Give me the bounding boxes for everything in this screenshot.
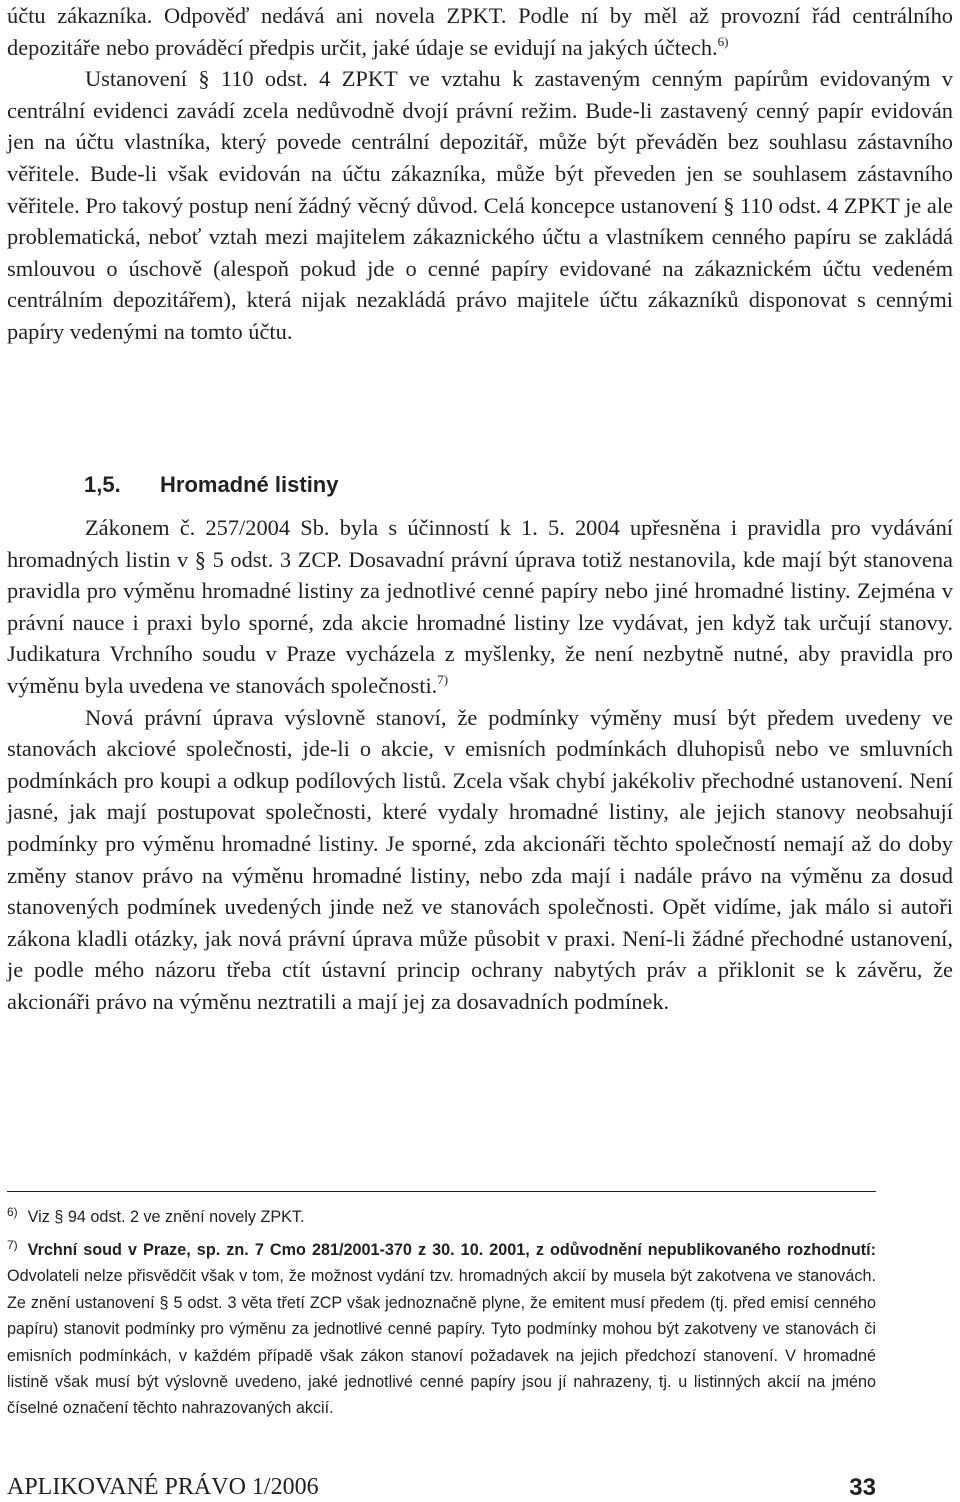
footnote-ref-6: 6): [717, 33, 729, 49]
journal-title: APLIKOVANÉ PRÁVO 1/2006: [7, 1474, 319, 1500]
footnote-mark: 7): [7, 1238, 18, 1252]
footnote-text: Odvolateli nelze přisvědčit však v tom, že možnost vydání tzv. hromadných akcií by musela být zakotvena ve stanovách. Ze znění ustanovení § 5 odst. 3 věta třetí ZCP však jednoznačně plyne, že emitent musí předem (tj. před emisí cenného papíru) stanovit podmínky pro výměnu za jednotlivé cenné papíry. Tyto podmínky mohou být zakotveny ve stanovách či emisních podmínkách, v každém případě však zákon stanoví požadavek na jejich předchozí stanovení. V hromadné listině však musí být výslovně uvedeno, jaké jednotlivé cenné papíry jsou jí nahrazeny, tj. u listinných akcií na jméno číselné označení těchto nahrazovaných akcií.: [7, 1267, 876, 1418]
footnote-citation: Vrchní soud v Praze, sp. zn. 7 Cmo 281/2001-370 z 30. 10. 2001, z odůvodnění nepublikovaného rozhodnutí:: [27, 1241, 876, 1259]
footnote-6: [7, 1204, 876, 1230]
continuation-paragraph: účtu zákazníka. Odpověď nedává ani novela ZPKT. Podle ní by měl až provozní řád centrálního depozitáře nebo prováděcí předpis určit, jaké údaje se evidují na jakých účtech.: [7, 3, 953, 60]
section-number: 1,5.: [84, 472, 121, 497]
paragraph-zpkt: Ustanovení § 110 odst. 4 ZPKT ve vztahu k zastaveným cenným papírům evidovaným v centrální evidenci zavádí zcela nedůvodně dvojí právní režim. Bude-li zastavený cenný papír evidován jen na účtu vlastníka, který povede centrální depozitář, může být převáděn bez souhlasu zástavního věřitele. Bude-li však evidován na účtu zákazníka, může být převeden jen se souhlasem zástavního věřitele. Pro takový postup není žádný věcný důvod. Celá koncepce ustanovení § 110 odst. 4 ZPKT je ale problematická, neboť vztah mezi majitelem zákaznického účtu a vlastníkem cenného papíru se zakládá smlouvou o úschově (alespoň pokud jde o cenné papíry evidované na zákaznickém účtu vedeném centrálním depozitářem), která nijak nezakládá právo majitele účtu zákazníků disponovat s cennými papíry vedenými na tomto účtu.: [7, 66, 953, 344]
footnote-divider: [7, 1191, 876, 1192]
paragraph-zakon: Zákonem č. 257/2004 Sb. byla s účinností k 1. 5. 2004 upřesněna i pravidla pro vydávání hromadných listin v § 5 odst. 3 ZCP. Dosavadní právní úprava totiž nestanovila, kde mají být stanovena pravidla pro výměnu hromadné listiny za jednotlivé cenné papíry nebo jiné hromadné listiny. Zejména v právní nauce i praxi bylo sporné, zda akcie hromadné listiny lze vydávat, jen když tak určují stanovy. Judikatura Vrchního soudu v Praze vycházela z myšlenky, že není nezbytně nutné, aby pravidla pro výměnu byla uvedena ve stanovách společnosti.$^{7)}$: [7, 515, 953, 698]
body-text-top: [7, 0, 953, 348]
footnote-mark: 6): [7, 1205, 18, 1219]
footnote-7: [7, 1237, 876, 1422]
footnote-text: Viz § 94 odst. 2 ve znění novely ZPKT.: [27, 1208, 305, 1226]
page-footer: [7, 1474, 876, 1501]
section-heading: [84, 472, 338, 498]
body-text-section: [7, 512, 953, 1018]
paragraph-nova-uprava: Nová právní úprava výslovně stanoví, že podmínky výměny musí být předem uvedeny ve stanovách akciové společnosti, jde-li o akcie, v emisních podmínkách dluhopisů nebo ve smluvních podmínkách pro koupi a odkup podílových listů. Zcela však chybí jakékoliv přechodné ustanovení. Není jasné, jak mají postupovat společnosti, které vydaly hromadné listiny, ale jejich stanovy neobsahují podmínky pro výměnu hromadné listiny. Je sporné, zda akcionáři těchto společností nemají až do doby změny stanov právo na výměnu hromadné listiny, nebo zda mají i nadále právo na výměnu za dosud stanovených podmínek uvedených jinde než ve stanovách společnosti. Opět vidíme, jak málo si autoři zákona kladli otázky, jak nová právní úprava může působit v praxi. Není-li žádné přechodné ustanovení, je podle mého názoru třeba ctít ústavní princip ochrany nabytých práv a přiklonit se k závěru, že akcionáři právo na výměnu neztratili a mají jej za dosavadních podmínek.: [7, 704, 953, 1014]
footnote-ref-7: 7): [437, 671, 449, 687]
section-title: Hromadné listiny: [160, 472, 339, 497]
page-number: 33: [849, 1474, 876, 1501]
